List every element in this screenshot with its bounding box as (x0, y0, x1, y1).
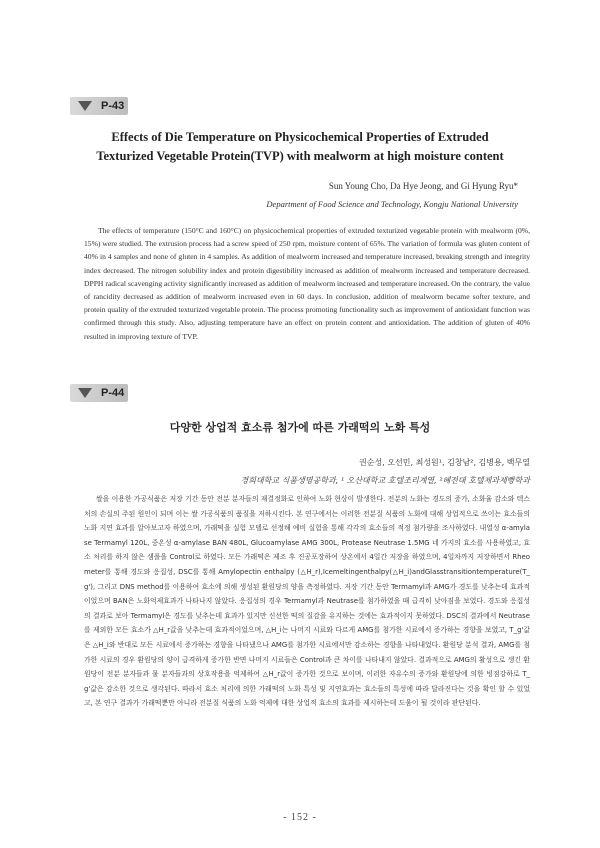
author-list-korean: 권순성, 오선민, 최성원¹, 김창남², 김병용, 백무열 (359, 458, 530, 467)
paper-title-line-2: Texturized Vegetable Protein(TVP) with mealworm at high moisture content (96, 149, 504, 163)
badge-label: P-44 (101, 387, 125, 399)
badge-label: P-43 (101, 100, 125, 112)
author-list: Sun Young Cho, Da Hye Jeong, and Gi Hyung Ryu* (328, 181, 518, 191)
abstract-text: The effects of temperature (150°C and 160°C) on physicochemical properties of extruded texturized vegetable protein with mealworm (0%, 15%) were studied. The extrusion process had a screw speed of 250 rpm, moisture content of 65%. The variation of formula was gluten content of 40% in 4 samples and none of gluten in 4 samples. As addition of mealworm increased and temperature increased, breaking strength and integrity index decreased. The nitrogen solubility index and protein digestibility increased as addition of mealworm increased and temperature decreased. DPPH radical scavenging activity significantly increased as addition of mealworm increased and temperature increased. On the contrary, the value of rancidity decreased as addition of mealworm increased even in 60 days. In conclusion, addition of mealworm became softer texture, and protein quality of the extruded texturized vegetable protein. The process promoting functionality such as improvement of antioxidant function was confirmed through this study. Also, adjusting temperature have an effect on protein content and antioxidation. The addition of gluten of 40% resulted in improving texture of TVP. (84, 226, 530, 341)
triangle-bullet-icon (78, 388, 92, 398)
paper-title-line-1: Effects of Die Temperature on Physicochemical Properties of Extruded (111, 130, 489, 144)
abstract-badge-p44 (70, 384, 128, 402)
abstract-badge-p43 (70, 97, 128, 115)
affiliation-korean: 경희대학교 식품생명공학과, ¹ 오산대학교 호텔조리계열, ²혜전대 호텔제과제빵학과 (240, 476, 530, 485)
triangle-bullet-icon (78, 101, 92, 111)
paper-title (60, 128, 540, 166)
page-number: - 152 - (283, 812, 317, 823)
affiliation: Department of Food Science and Technology, Kongju National University (266, 199, 518, 209)
abstract-text-korean: 쌀을 이용한 가공식품은 저장 기간 동안 전분 분자들의 재결정화로 인하여 노화 현상이 발생한다. 전분의 노화는 경도의 증가, 소화율 감소와 텍스처의 손실의 주된 원인이 되며 이는 쌀 가공식품의 품질을 저하시킨다. 본 연구에서는 이러한 전분질 식품의 노화에 대해 상업적으로 쓰이는 효소들의 노화 지연 효과를 알아보고자 하였으며, 가래떡을 실험 모델로 선정해 예비 실험을 통해 각각의 효소들의 적정 첨가량을 조사하였다. 내열성 α-amylase Termamyl 120L, 중온성 α-amylase BAN 480L, Glucoamylase AMG 300L, Protease Neutrase 1.5MG 네 가지의 효소를 사용하였고, 효소 처리를 하지 않은 샘플을 Control로 하였다. 모든 가래떡은 제조 후 진공포장하여 상온에서 4일간 저장을 하였으며, 4일차까지 저장하면서 Rheometer를 통해 경도와 응집성, DSC를 통해 Amylopectin enthalpy (△H_r),Icemeltingenthalpy(△H_i)andGlasstransitiontemperature(T_g'), 그리고 DNS method를 이용하여 효소에 의해 생성된 환원당의 양을 측정하였다. 저장 기간 동안 Termamyl과 AMG가 경도를 낮추는데 효과적이었으며 BAN은 노화억제효과가 나타나지 않았다. 응집성의 경우 Termamyl과 Neutrase를 첨가하였을 때 급격히 낮아짐을 보였다. 경도와 응집성의 결과로 보아 Termamyl은 경도를 낮추는데 효과가 있지만 신선한 떡의 질감을 유지하는 것에는 효과적이지 못하였다. DSC의 결과에서 Neutrase를 제외한 모든 효소가 △H_r값을 낮추는데 효과적이었으며, △H_i는 나머지 시료와 다르게 AMG를 첨가한 시료에서 증가하는 경향을 보였고, T_g'값은 △H_i와 반대로 모든 시료에서 증가하는 경향을 나타냈으나 AMG를 첨가한 시료에서만 감소하는 경향을 나타내었다. 환원당 분석 결과, AMG를 첨가한 시료의 경우 환원당의 양이 급격하게 증가한 반면 나머지 시료들은 Control과 큰 차이를 나타내지 않았다. 결과적으로 AMG의 활성으로 생긴 환원당이 전분 분자들과 물 분자들과의 상호작용을 억제하여 △H_r값이 증가한 것으로 보이며, 이러한 자유수의 증가와 환원당에 의한 빙점강하로 T_g'값은 감소한 것으로 생각된다. 따라서 효소 처리에 의한 가래떡의 노화 특성 및 지연효과는 효소들의 특성에 따라 달라진다는 것을 확인 할 수 있었고, 본 연구 결과가 가래떡뿐만 아니라 전분질 식품의 노화 억제에 대한 상업적 효소의 효과를 제시하는데 도움이 될 것이라 판단된다. (84, 495, 530, 708)
paper-title-korean: 다양한 상업적 효소류 첨가에 따른 가래떡의 노화 특성 (169, 421, 431, 434)
